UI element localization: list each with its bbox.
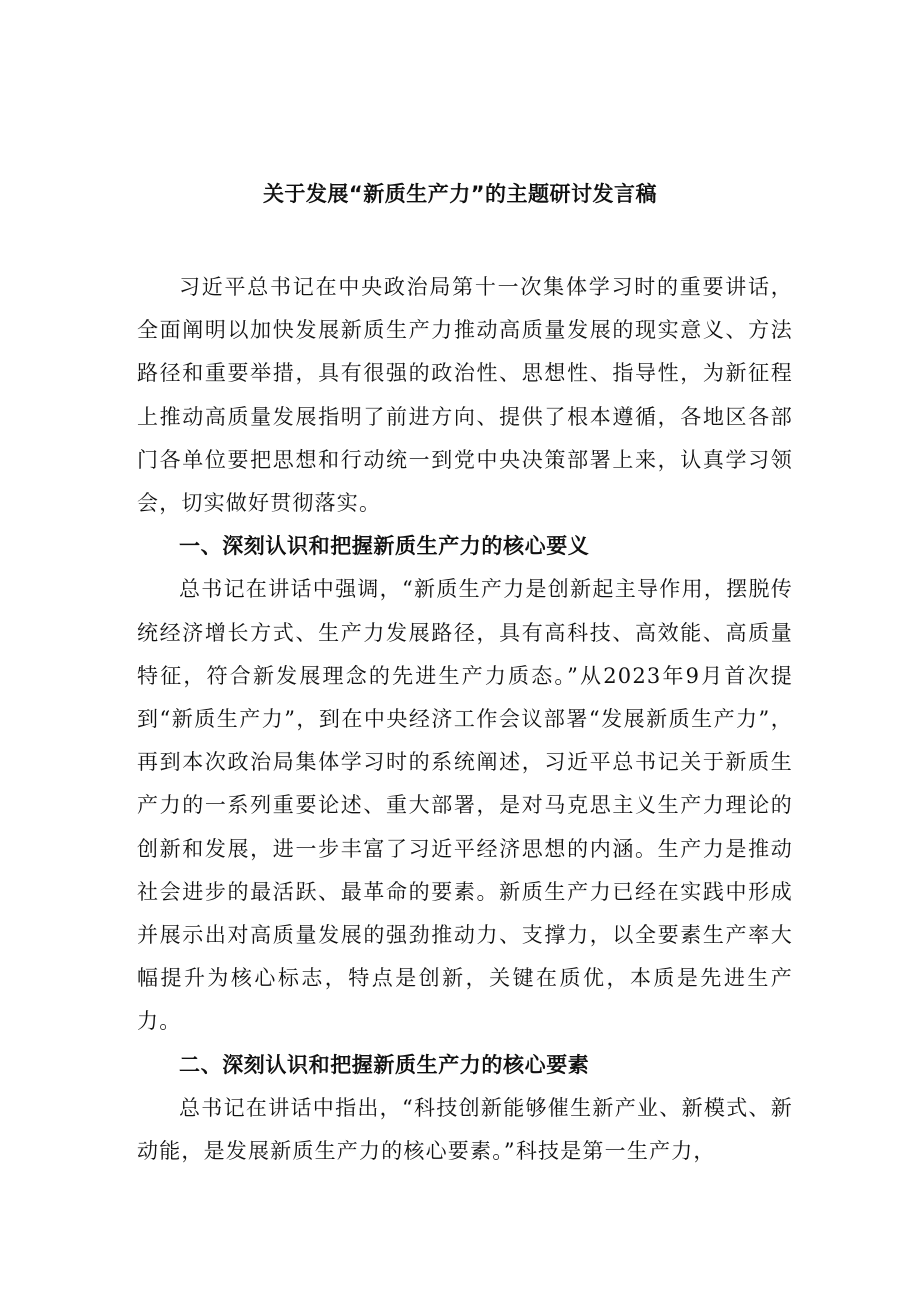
document-body xyxy=(137,266,793,1173)
document-title: 关于发展“新质生产力”的主题研讨发言稿 xyxy=(262,182,658,206)
section-heading-1: 一、深刻认识和把握新质生产力的核心要义 xyxy=(179,534,590,559)
section-1-paragraph: 总书记在讲话中强调，“新质生产力是创新起主导作用，摆脱传统经济增长方式、生产力发展路径，具有高科技、高效能、高质量特征，符合新发展理念的先进生产力质态。”从2023年9月首次提到“新质生产力”，到在中央经济工作会议部署“发展新质生产力”，再到本次政治局集体学习时的系统阐述，习近平总书记关于新质生产力的一系列重要论述、重大部署，是对马克思主义生产力理论的创新和发展，进一步丰富了习近平经济思想的内涵。生产力是推动社会进步的最活跃、最革命的要素。新质生产力已经在实践中形成并展示出对高质量发展的强劲推动力、支撑力，以全要素生产率大幅提升为核心标志，特点是创新，关键在质优，本质是先进生产力。 xyxy=(137,577,793,1034)
section-heading-2: 二、深刻认识和把握新质生产力的核心要素 xyxy=(179,1052,590,1077)
section-2-paragraph: 总书记在讲话中指出，“科技创新能够催生新产业、新模式、新动能，是发展新质生产力的核心要素。”科技是第一生产力， xyxy=(137,1095,793,1164)
intro-paragraph: 习近平总书记在中央政治局第十一次集体学习时的重要讲话，全面阐明以加快发展新质生产力推动高质量发展的现实意义、方法路径和重要举措，具有很强的政治性、思想性、指导性，为新征程上推动高质量发展指明了前进方向、提供了根本遵循，各地区各部门各单位要把思想和行动统一到党中央决策部署上来，认真学习领会，切实做好贯彻落实。 xyxy=(137,275,793,516)
